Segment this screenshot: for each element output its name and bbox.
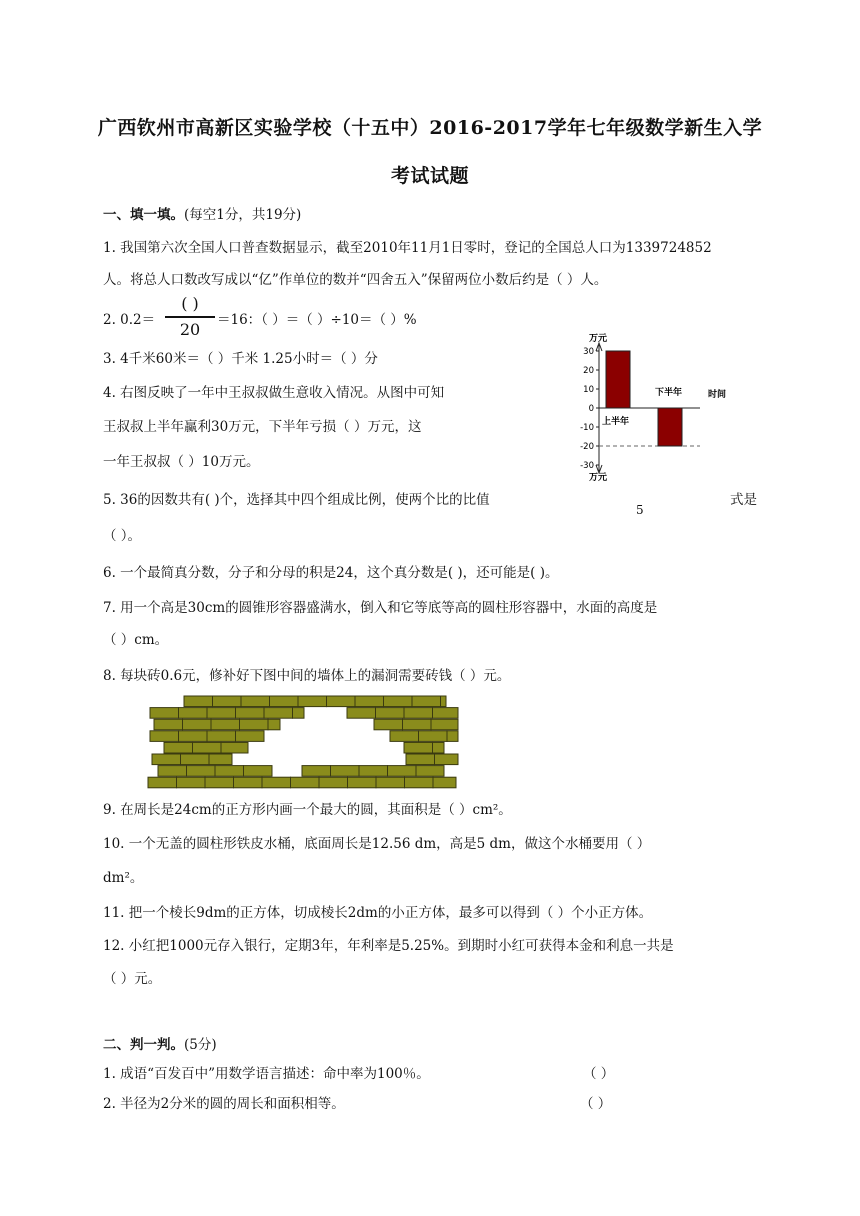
brick (419, 731, 448, 742)
question-4-line-c: 一年王叔叔（ ）10万元。 (103, 454, 260, 470)
question-5-line-b: （ ）。 (103, 528, 142, 544)
exam-title-line1: 广西钦州市高新区实验学校（十五中）2016-2017学年七年级数学新生入学 (97, 117, 763, 139)
judge-2: 2. 半径为2分米的圆的周长和面积相等。 (103, 1096, 345, 1112)
brick (241, 696, 270, 707)
brick (209, 754, 232, 765)
brick (240, 719, 269, 730)
brick (293, 708, 305, 719)
income-bar-chart (560, 315, 740, 515)
y-tick-label: -10 (580, 423, 594, 433)
brick (406, 754, 435, 765)
brick (390, 731, 419, 742)
exam-title-line2: 考试试题 (390, 165, 469, 187)
question-9: 9. 在周长是24cm的正方形内画一个最大的圆，其面积是（ ）cm²。 (103, 802, 512, 818)
brick (270, 696, 299, 707)
section1-heading-title: 一、填一填。 (103, 207, 184, 223)
category-label: 上半年 (602, 417, 630, 427)
brick (374, 719, 403, 730)
brick (298, 696, 327, 707)
brick (150, 708, 179, 719)
question-4-line-a: 4. 右图反映了一年中王叔叔做生意收入情况。从图中可知 (103, 385, 445, 401)
brick (412, 696, 441, 707)
brick (433, 708, 459, 719)
brick (268, 719, 280, 730)
brick (177, 777, 206, 788)
brick (164, 742, 193, 753)
x-axis-label: 时间 (708, 390, 727, 400)
y-tick-label: 0 (588, 404, 594, 414)
question-11: 11. 把一个棱长9dm的正方体，切成棱长2dm的小正方体，最多可以得到（ ）个小正方体。 (103, 905, 653, 921)
brick (211, 719, 240, 730)
y-tick-label: -20 (580, 442, 594, 452)
question-5-line-a: 5. 36的因数共有( )个，选择其中四个组成比例，使两个比的比值 (103, 492, 490, 508)
y-tick-label: 10 (583, 385, 594, 395)
brick (404, 708, 433, 719)
question-1-line-a: 1. 我国第六次全国人口普查数据显示，截至2010年11月1日零时，登记的全国总人口为1339724852 (103, 240, 712, 256)
brick (441, 696, 447, 707)
brick (384, 696, 413, 707)
brick (291, 777, 320, 788)
brick (187, 766, 216, 777)
y-axis-label-top: 万元 (589, 334, 608, 344)
brick (416, 766, 444, 777)
brick (319, 777, 348, 788)
brick (431, 719, 458, 730)
brick (193, 742, 222, 753)
brick (347, 708, 376, 719)
section1-heading (103, 203, 301, 223)
y-axis-label-bottom: 万元 (589, 473, 608, 483)
judge-1-paren: （ ） (583, 1066, 615, 1082)
y-tick-label: -30 (580, 461, 594, 471)
brick (447, 731, 458, 742)
question-8: 8. 每块砖0.6元，修补好下图中间的墙体上的漏洞需要砖钱（ ）元。 (103, 668, 511, 684)
brick (302, 766, 331, 777)
category-label: 下半年 (655, 388, 683, 398)
brick (435, 754, 459, 765)
brick (403, 719, 432, 730)
question-7-line-b: （ ）cm。 (103, 632, 169, 648)
question-12-line-b: （ ）元。 (103, 971, 162, 987)
brick (405, 777, 434, 788)
section2-heading-title: 二、判一判。 (103, 1037, 184, 1053)
question-12-line-a: 12. 小红把1000元存入银行，定期3年，年利率是5.25%。到期时小红可获得本金和利息一共是 (103, 938, 674, 954)
question-10-line-a: 10. 一个无盖的圆柱形铁皮水桶，底面周长是12.56 dm，高是5 dm，做这个水桶要用（ ） (103, 836, 651, 852)
question-2-numerator: ( ) (181, 294, 199, 313)
question-4-line-b: 王叔叔上半年赢利30万元，下半年亏损（ ）万元，这 (103, 419, 422, 435)
brick (236, 708, 265, 719)
brick (244, 766, 273, 777)
brick (152, 754, 181, 765)
bar-2 (658, 408, 682, 446)
brick (221, 742, 248, 753)
brick (331, 766, 360, 777)
judge-2-paren: （ ） (580, 1096, 612, 1112)
section2-heading-note: (5分) (184, 1037, 217, 1053)
question-1-line-b: 人。将总人口数改写成以“亿”作单位的数并“四舍五入”保留两位小数后约是（ ）人。 (103, 272, 608, 288)
brick (215, 766, 244, 777)
brick (213, 696, 242, 707)
brick (327, 696, 356, 707)
brick (433, 742, 445, 753)
brick (264, 708, 293, 719)
brick (207, 731, 236, 742)
brick (404, 742, 433, 753)
bar-1 (606, 351, 630, 408)
question-7-line-a: 7. 用一个高是30cm的圆锥形容器盛满水，倒入和它等底等高的圆柱形容器中，水面的高度是 (103, 600, 658, 616)
brick (205, 777, 234, 788)
question-6: 6. 一个最简真分数，分子和分母的积是24，这个真分数是( )，还可能是( )。 (103, 565, 559, 581)
section2-heading (103, 1033, 217, 1053)
judge-1: 1. 成语“百发百中”用数学语言描述：命中率为100％。 (103, 1066, 430, 1082)
brick (388, 766, 417, 777)
brick (150, 731, 179, 742)
question-2-suffix: ＝16：（ ）＝（ ）÷10＝（ ）% (217, 312, 417, 328)
brick (207, 708, 236, 719)
brick (355, 696, 384, 707)
question-5-tail: 式是 (730, 492, 757, 508)
brick (179, 731, 208, 742)
y-tick-label: 20 (583, 366, 594, 376)
brick (376, 777, 405, 788)
brick (154, 719, 183, 730)
brick (158, 766, 187, 777)
question-5-stray-digit: 5 (636, 503, 644, 517)
brick (183, 719, 212, 730)
brick (236, 731, 265, 742)
section1-heading-note: (每空1分，共19分) (184, 207, 302, 223)
question-2-fraction-bar (165, 316, 215, 318)
brick (184, 696, 213, 707)
brick (234, 777, 263, 788)
y-tick-label: 30 (583, 347, 594, 357)
question-2-denominator: 20 (179, 320, 201, 339)
question-10-line-b: dm²。 (103, 870, 144, 886)
brick (179, 708, 208, 719)
brick (181, 754, 210, 765)
brick (148, 777, 177, 788)
brick (359, 766, 388, 777)
brick (376, 708, 405, 719)
brick (348, 777, 377, 788)
brick (433, 777, 456, 788)
brick-wall-figure (144, 694, 462, 790)
question-2-prefix: 2. 0.2＝ (103, 312, 156, 328)
brick (262, 777, 291, 788)
question-3: 3. 4千米60米＝（ ）千米 1.25小时＝（ ）分 (103, 351, 378, 367)
